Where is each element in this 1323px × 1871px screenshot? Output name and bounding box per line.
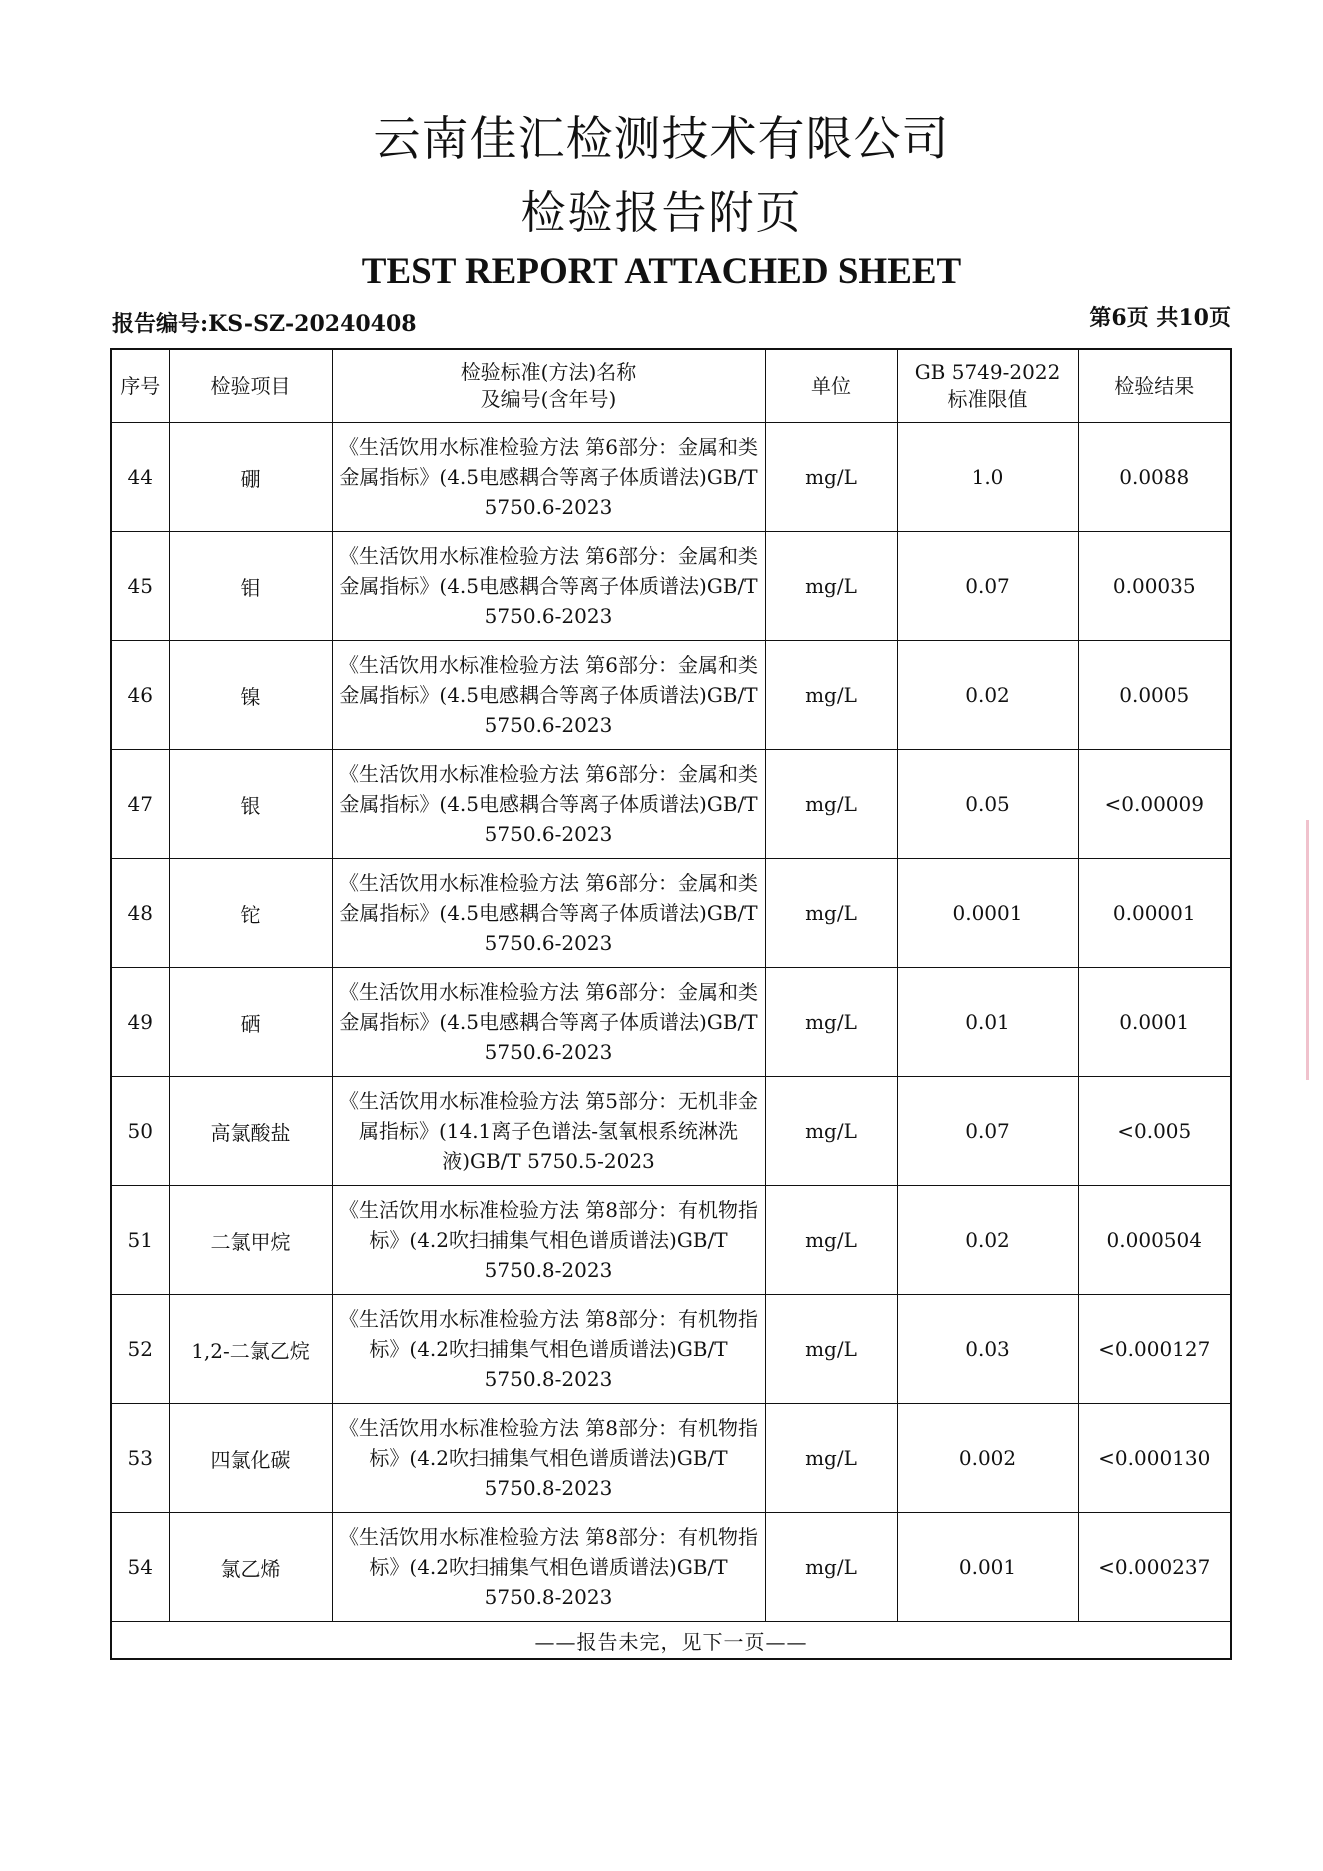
table-header-row bbox=[111, 349, 1231, 423]
row-number: 46 bbox=[111, 641, 169, 750]
item-name: 四氯化碳 bbox=[169, 1404, 332, 1513]
test-result: 0.00001 bbox=[1078, 859, 1231, 968]
table-row bbox=[111, 968, 1231, 1077]
unit: mg/L bbox=[765, 750, 897, 859]
test-result: <0.000130 bbox=[1078, 1404, 1231, 1513]
item-name: 氯乙烯 bbox=[169, 1513, 332, 1622]
test-result: 0.0001 bbox=[1078, 968, 1231, 1077]
test-result: 0.00035 bbox=[1078, 532, 1231, 641]
method-standard: 《生活饮用水标准检验方法 第6部分：金属和类金属指标》(4.5电感耦合等离子体质谱法)GB/T 5750.6-2023 bbox=[332, 423, 765, 532]
row-number: 49 bbox=[111, 968, 169, 1077]
unit: mg/L bbox=[765, 1077, 897, 1186]
company-name: 云南佳汇检测技术有限公司 bbox=[373, 112, 950, 167]
page-indicator: 第6页 共10页 bbox=[1089, 305, 1231, 331]
row-number: 52 bbox=[111, 1295, 169, 1404]
report-title-cn: 检验报告附页 bbox=[520, 186, 803, 239]
test-result: 0.000504 bbox=[1078, 1186, 1231, 1295]
row-number: 54 bbox=[111, 1513, 169, 1622]
test-result: 0.0088 bbox=[1078, 423, 1231, 532]
unit: mg/L bbox=[765, 859, 897, 968]
header-no: 序号 bbox=[111, 349, 169, 423]
test-result: 0.0005 bbox=[1078, 641, 1231, 750]
method-standard: 《生活饮用水标准检验方法 第6部分：金属和类金属指标》(4.5电感耦合等离子体质谱法)GB/T 5750.6-2023 bbox=[332, 859, 765, 968]
method-standard: 《生活饮用水标准检验方法 第8部分：有机物指标》(4.2吹扫捕集气相色谱质谱法)GB/T 5750.8-2023 bbox=[332, 1186, 765, 1295]
test-results-table bbox=[110, 348, 1232, 1660]
unit: mg/L bbox=[765, 1404, 897, 1513]
standard-limit: 0.001 bbox=[897, 1513, 1078, 1622]
unit: mg/L bbox=[765, 1186, 897, 1295]
table-row bbox=[111, 532, 1231, 641]
test-result: <0.000127 bbox=[1078, 1295, 1231, 1404]
table-footer-row bbox=[111, 1622, 1231, 1660]
table-row bbox=[111, 1077, 1231, 1186]
item-name: 硼 bbox=[169, 423, 332, 532]
item-name: 硒 bbox=[169, 968, 332, 1077]
method-standard: 《生活饮用水标准检验方法 第5部分：无机非金属指标》(14.1离子色谱法-氢氧根系统淋洗液)GB/T 5750.5-2023 bbox=[332, 1077, 765, 1186]
item-name: 银 bbox=[169, 750, 332, 859]
seal-stamp-edge bbox=[1306, 820, 1323, 1080]
unit: mg/L bbox=[765, 641, 897, 750]
unit: mg/L bbox=[765, 423, 897, 532]
table-body bbox=[111, 423, 1231, 1660]
unit: mg/L bbox=[765, 968, 897, 1077]
row-number: 45 bbox=[111, 532, 169, 641]
row-number: 47 bbox=[111, 750, 169, 859]
unit: mg/L bbox=[765, 532, 897, 641]
row-number: 53 bbox=[111, 1404, 169, 1513]
header-item: 检验项目 bbox=[169, 349, 332, 423]
header-unit: 单位 bbox=[765, 349, 897, 423]
item-name: 高氯酸盐 bbox=[169, 1077, 332, 1186]
standard-limit: 0.07 bbox=[897, 532, 1078, 641]
unit: mg/L bbox=[765, 1295, 897, 1404]
method-standard: 《生活饮用水标准检验方法 第8部分：有机物指标》(4.2吹扫捕集气相色谱质谱法)GB/T 5750.8-2023 bbox=[332, 1295, 765, 1404]
table-row bbox=[111, 750, 1231, 859]
method-standard: 《生活饮用水标准检验方法 第6部分：金属和类金属指标》(4.5电感耦合等离子体质谱法)GB/T 5750.6-2023 bbox=[332, 641, 765, 750]
item-name: 镍 bbox=[169, 641, 332, 750]
table-row bbox=[111, 1295, 1231, 1404]
item-name: 1,2-二氯乙烷 bbox=[169, 1295, 332, 1404]
table-row bbox=[111, 1186, 1231, 1295]
method-standard: 《生活饮用水标准检验方法 第6部分：金属和类金属指标》(4.5电感耦合等离子体质谱法)GB/T 5750.6-2023 bbox=[332, 750, 765, 859]
unit: mg/L bbox=[765, 1513, 897, 1622]
standard-limit: 0.07 bbox=[897, 1077, 1078, 1186]
table-row bbox=[111, 641, 1231, 750]
method-standard: 《生活饮用水标准检验方法 第8部分：有机物指标》(4.2吹扫捕集气相色谱质谱法)GB/T 5750.8-2023 bbox=[332, 1513, 765, 1622]
method-standard: 《生活饮用水标准检验方法 第8部分：有机物指标》(4.2吹扫捕集气相色谱质谱法)GB/T 5750.8-2023 bbox=[332, 1404, 765, 1513]
standard-limit: 0.02 bbox=[897, 641, 1078, 750]
standard-limit: 0.0001 bbox=[897, 859, 1078, 968]
table-row bbox=[111, 1513, 1231, 1622]
method-standard: 《生活饮用水标准检验方法 第6部分：金属和类金属指标》(4.5电感耦合等离子体质谱法)GB/T 5750.6-2023 bbox=[332, 968, 765, 1077]
standard-limit: 0.01 bbox=[897, 968, 1078, 1077]
standard-limit: 0.02 bbox=[897, 1186, 1078, 1295]
standard-limit: 0.002 bbox=[897, 1404, 1078, 1513]
table-row bbox=[111, 423, 1231, 532]
row-number: 44 bbox=[111, 423, 169, 532]
test-result: <0.005 bbox=[1078, 1077, 1231, 1186]
test-result: <0.00009 bbox=[1078, 750, 1231, 859]
header-result: 检验结果 bbox=[1078, 349, 1231, 423]
header-method: 检验标准(方法)名称 及编号(含年号) bbox=[332, 349, 765, 423]
row-number: 51 bbox=[111, 1186, 169, 1295]
standard-limit: 0.05 bbox=[897, 750, 1078, 859]
header-limit: GB 5749-2022 标准限值 bbox=[897, 349, 1078, 423]
item-name: 二氯甲烷 bbox=[169, 1186, 332, 1295]
continuation-note: ——报告未完，见下一页—— bbox=[111, 1622, 1231, 1660]
report-title-en: TEST REPORT ATTACHED SHEET bbox=[361, 251, 962, 292]
item-name: 铊 bbox=[169, 859, 332, 968]
table-row bbox=[111, 859, 1231, 968]
row-number: 50 bbox=[111, 1077, 169, 1186]
test-result: <0.000237 bbox=[1078, 1513, 1231, 1622]
standard-limit: 1.0 bbox=[897, 423, 1078, 532]
standard-limit: 0.03 bbox=[897, 1295, 1078, 1404]
row-number: 48 bbox=[111, 859, 169, 968]
item-name: 钼 bbox=[169, 532, 332, 641]
method-standard: 《生活饮用水标准检验方法 第6部分：金属和类金属指标》(4.5电感耦合等离子体质谱法)GB/T 5750.6-2023 bbox=[332, 532, 765, 641]
report-number: 报告编号:KS-SZ-20240408 bbox=[112, 311, 417, 337]
table-row bbox=[111, 1404, 1231, 1513]
